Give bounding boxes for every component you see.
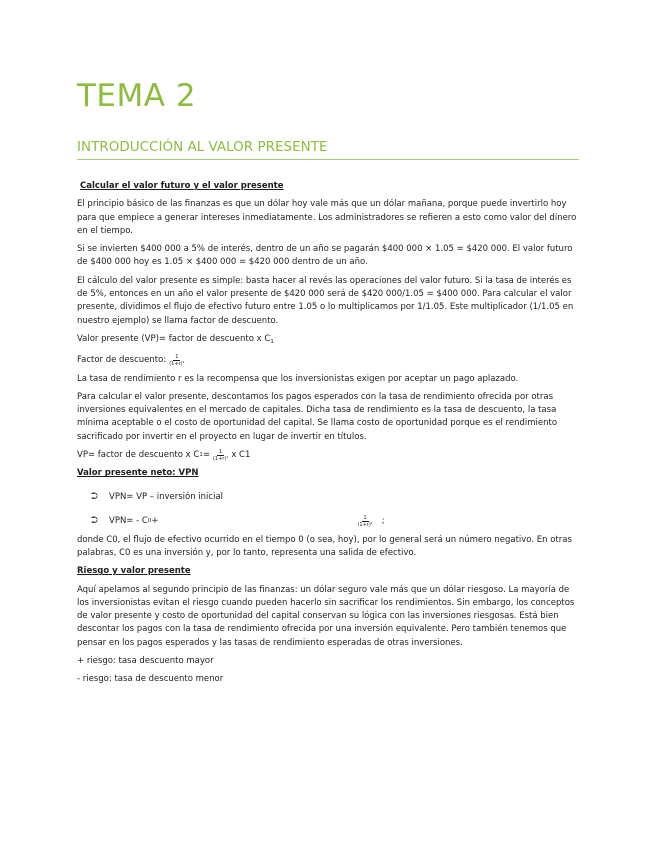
section-heading-valor-futuro: Calcular el valor futuro y el valor presente [80, 181, 284, 191]
list-line: + riesgo: tasa descuento mayor [77, 656, 214, 667]
bullet-item: ⮊ VPN= - C 0 + $\frac{1}{\text{(1+r)¹}}$ ; [91, 515, 385, 529]
paragraph: El cálculo del valor presente es simple: basta hacer al revés las operaciones del valor futuro. Si la tasa de interés es de 5%, entonces en un año el valor presente de $420 000 será de $420 000/1.05 = $400 000. Para calcular el valor presente, dividimos el flujo de efectivo futuro entre 1.05 o lo multiplicamos por 1/1.05. Este multiplicador (1/1.05 en nuestro ejemplo) se llama factor de descuento. [77, 275, 574, 326]
paragraph: La tasa de rendimiento r es la recompensa que los inversionistas exigen por aceptar un pago aplazado. [77, 373, 519, 384]
paragraph: Aquí apelamos al segundo principio de las finanzas: un dólar seguro vale más que un dólar riesgoso. La mayoría de los inversionistas evitan el riesgo cuando pueden hacerlo sin sacrificar los rendimientos. Sin embargo, los conceptos de valor presente y costo de oportunidad del capital conservan su lógica con las inversiones riesgosas. Está bien descontar los pagos con la tasa de rendimiento ofrecida por una inversión equivalente. Pero también tenemos que pensar en los pagos esperados y las tasas de rendimiento esperadas de otras inversiones. [77, 584, 575, 648]
page-subtitle: INTRODUCCIÓN AL VALOR PRESENTE [77, 138, 579, 160]
page-title: TEMA 2 [77, 78, 197, 114]
paragraph: Si se invierten $400 000 a 5% de interés, dentro de un año se pagarán $400 000 × 1.05 = $420 000. El valor futuro de $400 000 hoy es 1.05 × $400 000 = $420 000 dentro de un año. [77, 244, 573, 268]
fraction: $\frac{1}{\text{(1+r)¹}}$ [357, 515, 373, 529]
formula-vp-2: VP= factor de descuento x C 1 = $\frac{1}{\text{(1+r)¹}}$ x C1 [77, 449, 251, 463]
arrow-bullet-icon: ⮊ [91, 491, 98, 502]
section-heading-vpn: Valor presente neto: VPN [77, 468, 199, 479]
fraction: $\frac{1}{\text{(1+r)¹}}$ [212, 449, 229, 463]
fraction: $\frac{1}{\text{(1+r)¹}}$ [169, 354, 185, 368]
formula-vp: Valor presente (VP)= factor de descuento x $C_1$ [77, 333, 274, 345]
paragraph: El principio básico de las finanzas es que un dólar hoy vale más que un dólar mañana, porque puede invertirlo hoy para que empiece a generar intereses inmediatamente. Los administradores se refieren a esto como valor del dinero en el tiempo. [77, 199, 577, 236]
paragraph: Para calcular el valor presente, descontamos los pagos esperados con la tasa de rendimiento ofrecida por otras inversiones equivalentes en el mercado de capitales. Dicha tasa de rendimiento es la tasa de descuento, la tasa mínima aceptable o el costo de oportunidad del capital. Se llama costo de oportunidad porque es el rendimiento sacrificado por invertir en el proyecto en lugar de invertir en títulos. [77, 391, 558, 442]
list-line: - riesgo: tasa de descuento menor [77, 674, 224, 685]
paragraph: donde C0, el flujo de efectivo ocurrido en el tiempo 0 (o sea, hoy), por lo general será un número negativo. En otras palabras, C0 es una inversión y, por lo tanto, representa una salida de efectivo. [77, 534, 572, 558]
bullet-item: ⮊ VPN= VP – inversión inicial [77, 486, 577, 510]
formula-factor-descuento: Factor de descuento: $\frac{1}{\text{(1+r)¹}}$ [77, 354, 185, 368]
document-body [77, 180, 577, 692]
section-heading-riesgo: Riesgo y valor presente [77, 566, 191, 577]
arrow-bullet-icon: ⮊ [91, 515, 98, 526]
